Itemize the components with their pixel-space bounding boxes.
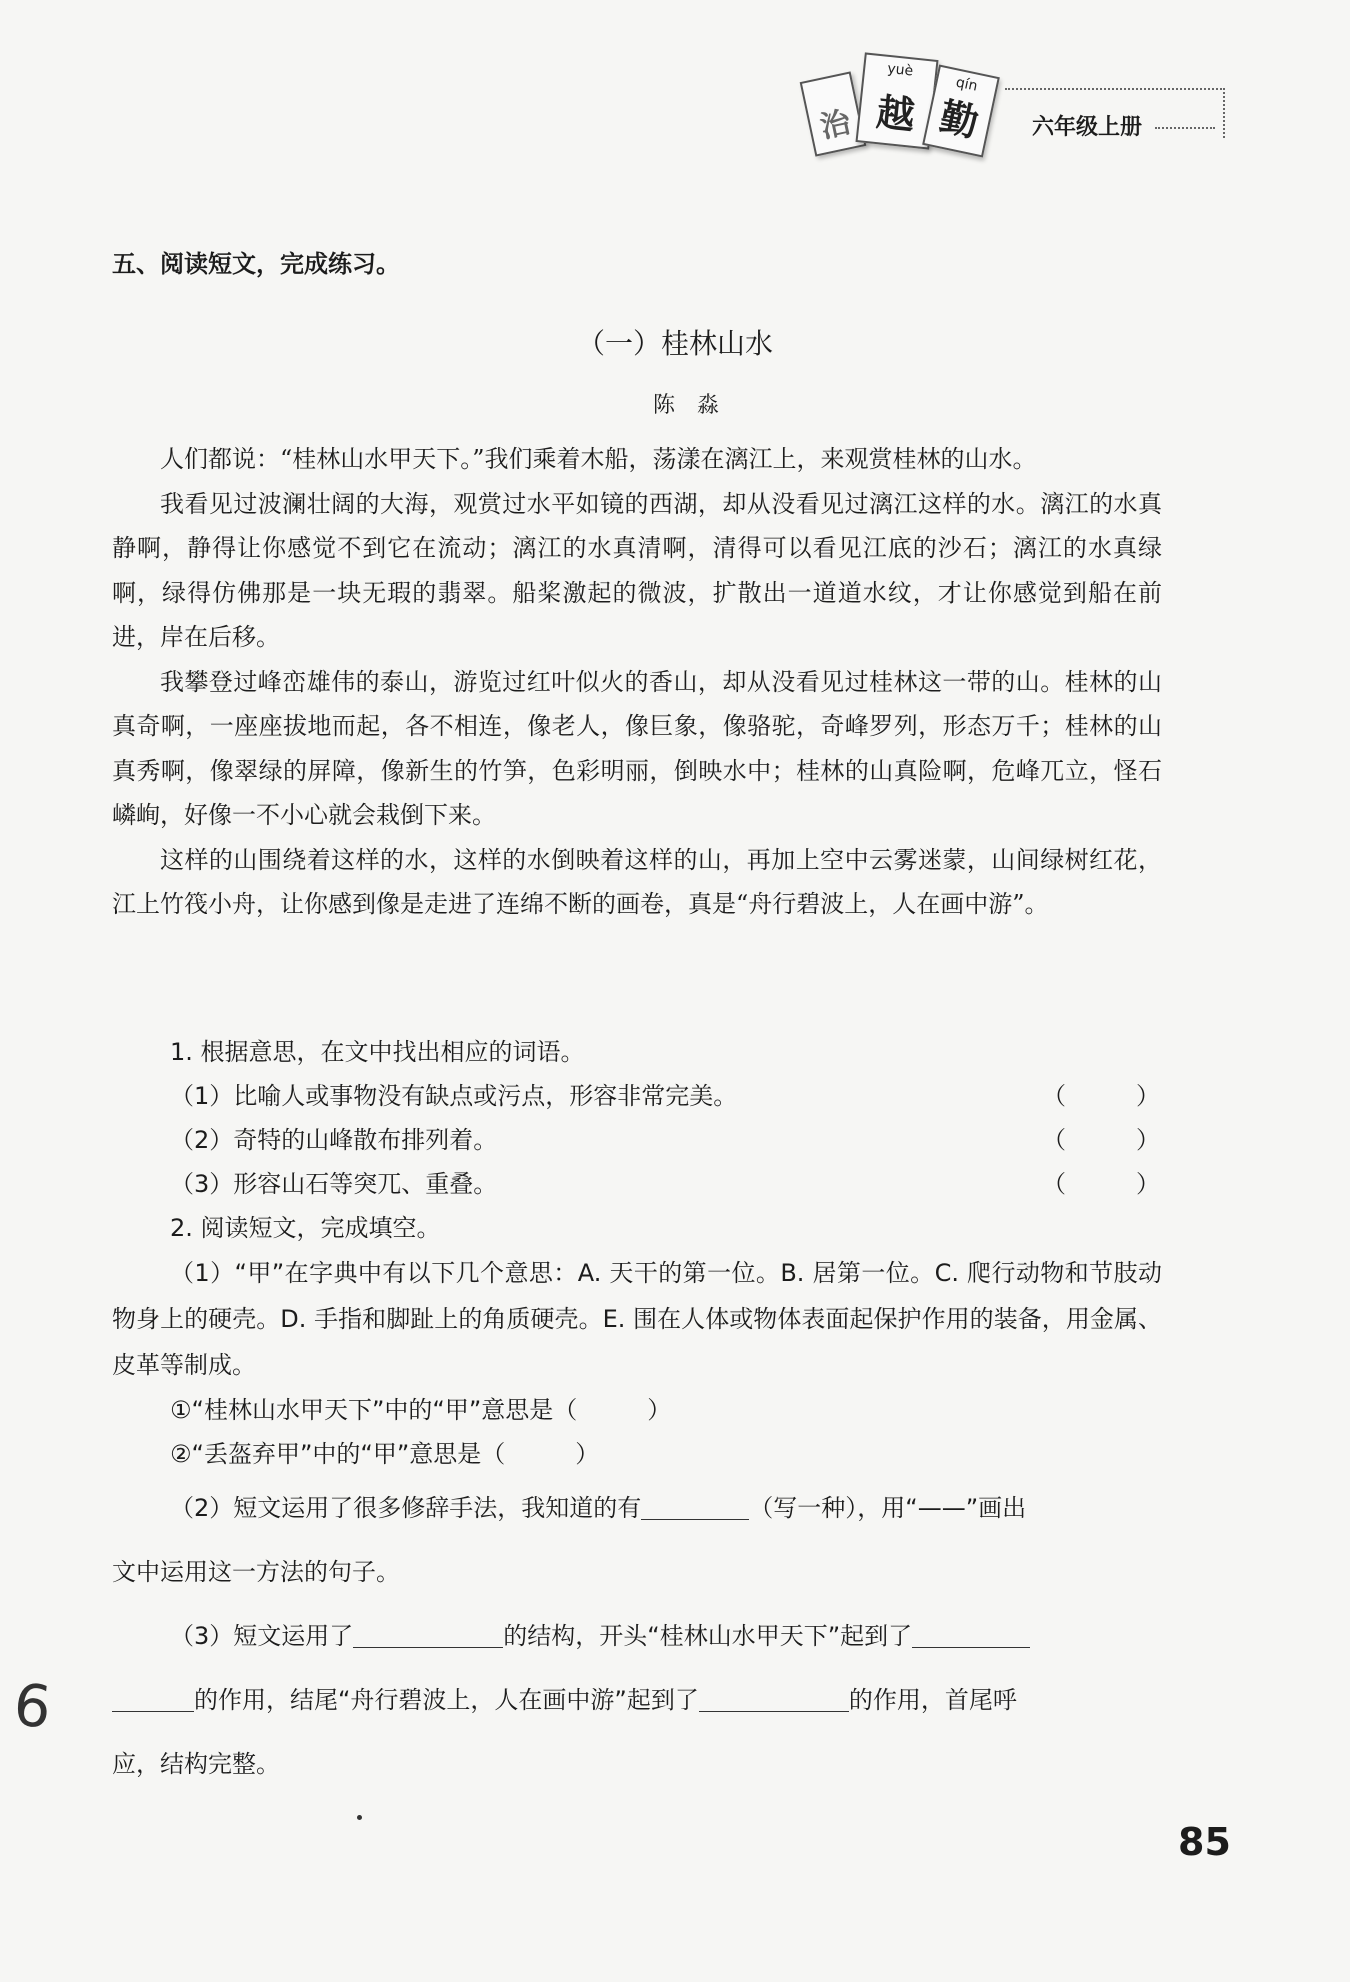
logo-card-pinyin: yuè <box>886 60 914 80</box>
question-1-item <box>112 1162 1162 1206</box>
question-1-item <box>112 1074 1162 1118</box>
paren-open: （ <box>1042 1082 1066 1110</box>
header-dotted-line <box>1155 127 1215 129</box>
stray-dot <box>357 1815 362 1820</box>
series-logo <box>795 42 1010 182</box>
passage-paragraph: 人们都说：“桂林山水甲天下。”我们乘着木船，荡漾在漓江上，来观赏桂林的山水。 <box>160 445 1037 473</box>
fill-blank[interactable] <box>353 1619 503 1648</box>
question-2-sub3-text: 的作用，结尾“舟行碧波上，人在画中游”起到了 <box>194 1686 699 1714</box>
question-2-sub2-cont: 文中运用这一方法的句子。 <box>112 1558 400 1586</box>
question-2-sub2-text: （写一种），用“——”画出 <box>749 1494 1027 1522</box>
page-number: 85 <box>1178 1820 1231 1864</box>
passage-paragraph: 这样的山围绕着这样的水，这样的水倒映着这样的山，再加上空中云雾迷蒙，山间绿树红花，江上竹筏小舟，让你感到像是走进了连绵不断的画卷，真是“舟行碧波上，人在画中游”。 <box>112 845 1162 918</box>
question-2-sub3-text: 的作用，首尾呼 <box>848 1686 1017 1714</box>
grade-label: 六年级上册 <box>1032 115 1143 140</box>
paren-close: ） <box>647 1396 672 1424</box>
passage-paragraph: 我看见过波澜壮阔的大海，观赏过水平如镜的西湖，却从没看见过漓江这样的水。漓江的水真静啊，静得让你感觉不到它在流动；漓江的水真清啊，清得可以看见江底的沙石；漓江的水真绿啊，绿得仿佛那是一块无瑕的翡翠。船桨激起的微波，扩散出一道道水纹，才让你感觉到船在前进，岸在后移。 <box>112 489 1162 651</box>
question-2-sub2 <box>112 1476 1162 1540</box>
question-2-sub3-text: （3）短文运用了 <box>170 1622 354 1650</box>
handwritten-mark: 6 <box>10 1670 55 1742</box>
question-2-sub2-text: （2）短文运用了很多修辞手法，我知道的有 <box>170 1494 642 1522</box>
question-2-sub3 <box>112 1604 1162 1668</box>
question-1-item-text: （2）奇特的山峰散布排列着。 <box>170 1126 498 1154</box>
logo-card-char: 勤 <box>935 93 983 146</box>
question-1-item-text: （3）形容山石等突兀、重叠。 <box>170 1170 498 1198</box>
logo-card-pinyin: qín <box>954 74 979 95</box>
fill-blank[interactable] <box>699 1683 849 1712</box>
question-2-sub1-b <box>112 1432 1162 1476</box>
section-title: 五、阅读短文，完成练习。 <box>112 250 400 278</box>
reading-passage <box>112 437 1162 927</box>
question-2-sub1-a <box>112 1388 1162 1432</box>
fill-blank[interactable] <box>912 1619 1030 1648</box>
paren-open: （ <box>1042 1170 1066 1198</box>
logo-card-pinyin <box>803 78 850 88</box>
passage-paragraph: 我攀登过峰峦雄伟的泰山，游览过红叶似火的香山，却从没看见过桂林这一带的山。桂林的山真奇啊，一座座拔地而起，各不相连，像老人，像巨象，像骆驼，奇峰罗列，形态万千；桂林的山真秀啊，像翠绿的屏障，像新生的竹笋，色彩明丽，倒映水中；桂林的山真险啊，危峰兀立，怪石嶙峋，好像一不小心就会栽倒下来。 <box>112 667 1162 829</box>
question-2-sub3-end: 应，结构完整。 <box>112 1750 280 1778</box>
fill-blank[interactable] <box>112 1683 194 1712</box>
question-2-sub1-b-text: ②“丢盔弃甲”中的“甲”意思是（ <box>170 1440 506 1468</box>
question-1-item-text: （1）比喻人或事物没有缺点或污点，形容非常完美。 <box>170 1082 738 1110</box>
paren-open: （ <box>1042 1126 1066 1154</box>
paren-close: ） <box>1136 1170 1160 1198</box>
question-2-sub3-text: 的结构，开头“桂林山水甲天下”起到了 <box>503 1622 913 1650</box>
exercise-questions <box>112 1030 1162 1796</box>
article-title: （一）桂林山水 <box>576 327 773 360</box>
paren-close: ） <box>1136 1082 1160 1110</box>
logo-card-char: 越 <box>874 89 917 138</box>
question-2-sub3-cont <box>112 1668 1162 1732</box>
logo-card <box>800 71 867 156</box>
question-1-stem: 1. 根据意思，在文中找出相应的词语。 <box>170 1038 585 1066</box>
question-2-sub1-a-text: ①“桂林山水甲天下”中的“甲”意思是（ <box>170 1396 578 1424</box>
question-1-item <box>112 1118 1162 1162</box>
question-2-sub1-text: （1）“甲”在字典中有以下几个意思：A. 天干的第一位。B. 居第一位。C. 爬行动物和节肢动物身上的硬壳。D. 手指和脚趾上的角质硬壳。E. 围在人体或物体表面起保护作用的装备，用金属、皮革等制成。 <box>112 1259 1162 1379</box>
paren-close: ） <box>1136 1126 1160 1154</box>
paren-close: ） <box>575 1440 600 1468</box>
article-author: 陈淼 <box>652 393 741 418</box>
question-2-stem: 2. 阅读短文，完成填空。 <box>170 1214 441 1242</box>
logo-card-char: 治 <box>817 105 854 146</box>
fill-blank[interactable] <box>641 1491 749 1520</box>
